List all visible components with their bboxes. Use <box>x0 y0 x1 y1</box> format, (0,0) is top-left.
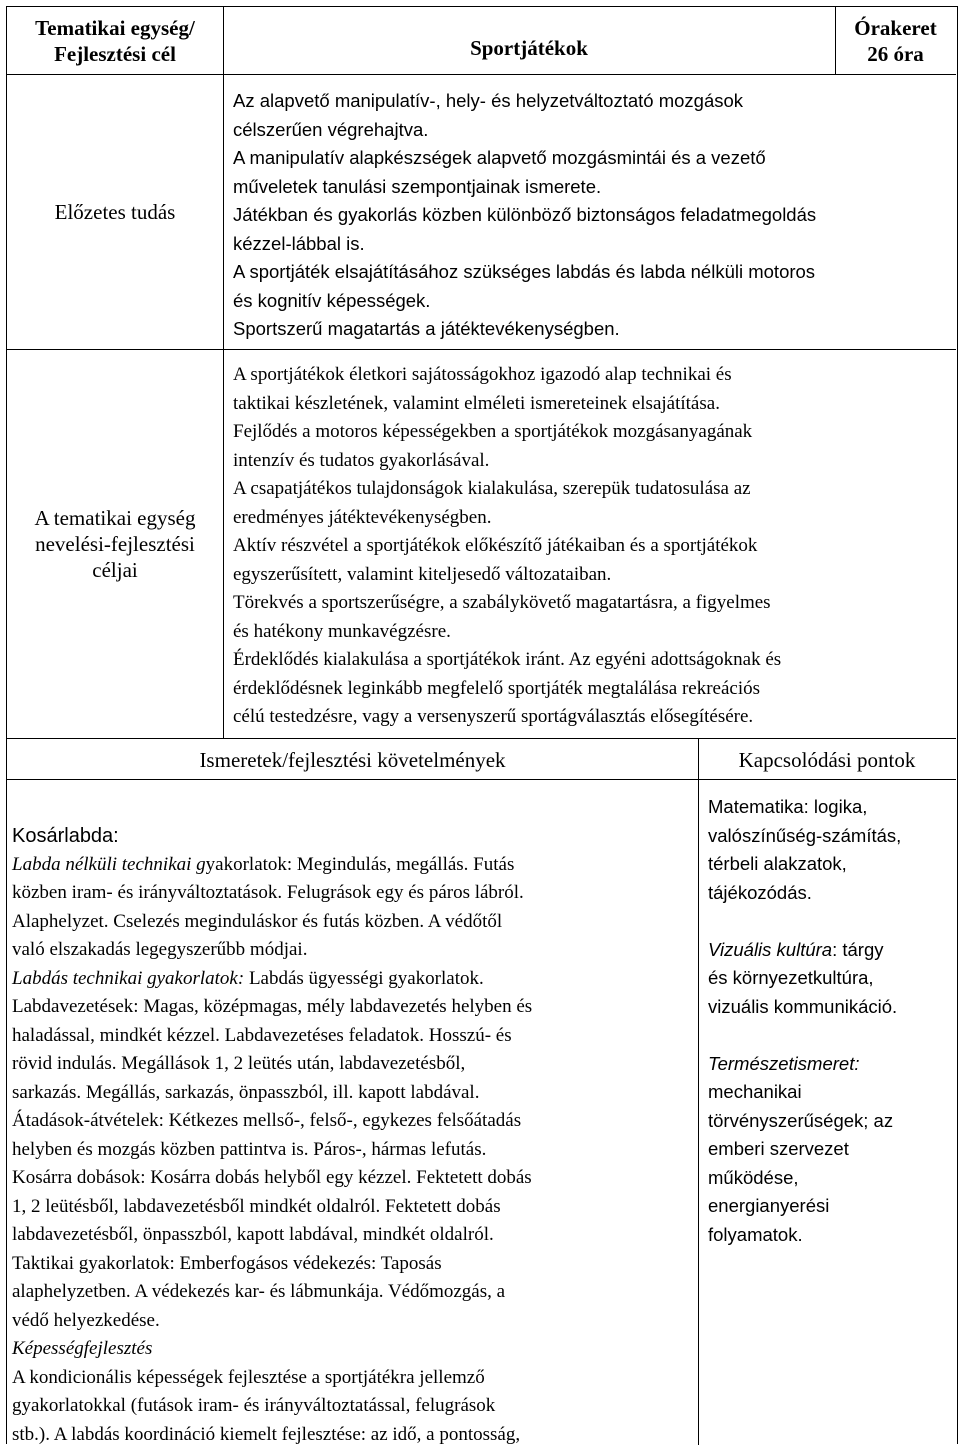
knowledge-line <box>12 1392 696 1421</box>
connection-line-text: térbeli alakzatok, <box>708 853 847 874</box>
connection-line <box>708 1192 954 1221</box>
connection-group <box>708 793 954 907</box>
connection-line-text: emberi szervezet <box>708 1138 849 1159</box>
knowledge-line-text: helyben és mozgás közben pattintva is. Páros-, hármas lefutás. <box>12 1139 486 1160</box>
header-title: Sportjátékok <box>223 35 835 61</box>
connection-line <box>708 964 954 993</box>
knowledge-line-text: Kosárra dobások: Kosárra dobás helyből egy kézzel. Fektetett dobás <box>12 1167 532 1188</box>
knowledge-line <box>12 1221 696 1250</box>
connection-line <box>708 793 954 822</box>
knowledge-line <box>12 1278 696 1307</box>
goals-line: intenzív és tudatos gyakorlásával. <box>233 447 951 476</box>
goals-line: A csapatjátékos tulajdonságok kialakulása, szerepük tudatosulása az <box>233 475 951 504</box>
curriculum-table <box>6 6 958 1444</box>
prior-knowledge-line: A sportjáték elsajátításához szükséges labdás és labda nélküli motoros <box>233 258 951 287</box>
connection-line <box>708 1050 954 1079</box>
connection-line <box>708 1135 954 1164</box>
connection-line <box>708 850 954 879</box>
knowledge-line-text: gyakorlatokkal (futások iram- és irányváltoztatással, felugrások <box>12 1395 495 1416</box>
connection-line-text: vizuális kommunikáció. <box>708 996 897 1017</box>
connections-body <box>708 793 954 1249</box>
knowledge-line <box>12 1136 696 1165</box>
goals-line: érdeklődésnek leginkább megfelelő sportjáték megtalálása rekreációs <box>233 675 951 704</box>
connection-line-text: energianyerési <box>708 1195 829 1216</box>
knowledge-line-italic: Labdás technikai gyakorlatok: <box>12 968 244 989</box>
connection-line <box>708 822 954 851</box>
goals-line: eredményes játéktevékenységben. <box>233 504 951 533</box>
prior-knowledge-line: és kognitív képességek. <box>233 287 951 316</box>
connection-line <box>708 1107 954 1136</box>
knowledge-line <box>12 1307 696 1336</box>
goals-line: és hatékony munkavégzésre. <box>233 618 951 647</box>
knowledge-line-text: Labdavezetések: Magas, középmagas, mély labdavezetés helyben és <box>12 996 532 1017</box>
header-unit-label: Tematikai egység/ Fejlesztési cél <box>7 15 223 67</box>
knowledge-line <box>12 879 696 908</box>
connections-header: Kapcsolódási pontok <box>698 747 956 773</box>
knowledge-line <box>12 965 696 994</box>
knowledge-title: Kosárlabda: <box>12 822 696 851</box>
knowledge-line-text: sarkazás. Megállás, sarkazás, önpasszból, ill. kapott labdával. <box>12 1082 479 1103</box>
goals-line: Érdeklődés kialakulása a sportjátékok iránt. Az egyéni adottságoknak és <box>233 646 951 675</box>
connection-line <box>708 993 954 1022</box>
connection-line-text: mechanikai <box>708 1081 802 1102</box>
knowledge-line-text: haladással, mindkét kézzel. Labdavezetéses feladatok. Hosszú- és <box>12 1025 512 1046</box>
prior-knowledge-text <box>233 87 951 344</box>
knowledge-line <box>12 1050 696 1079</box>
connection-line-text: : tárgy <box>832 939 883 960</box>
knowledge-line <box>12 1421 696 1449</box>
goals-line: Aktív részvétel a sportjátékok előkészítő játékaiban és a sportjátékok <box>233 532 951 561</box>
connection-line-text: Matematika: logika, <box>708 796 867 817</box>
knowledge-line-text: Alaphelyzet. Cselezés meginduláskor és futás közben. A védőtől <box>12 911 502 932</box>
knowledge-line-text: Taktikai gyakorlatok: Emberfogásos védekezés: Taposás <box>12 1253 442 1274</box>
goals-line: egyszerűsített, valamint kiteljesedő változataiban. <box>233 561 951 590</box>
prior-knowledge-line: műveletek tanulási szempontjainak ismerete. <box>233 173 951 202</box>
prior-knowledge-line: Sportszerű magatartás a játéktevékenységben. <box>233 315 951 344</box>
goals-line: célú testedzésre, vagy a versenyszerű sportágválasztás elősegítésére. <box>233 703 951 732</box>
connection-line-text: valószínűség-számítás, <box>708 825 901 846</box>
knowledge-line <box>12 936 696 965</box>
connection-line <box>708 1078 954 1107</box>
knowledge-line <box>12 1107 696 1136</box>
goals-line: Törekvés a sportszerűségre, a szabálykövető magatartásra, a figyelmes <box>233 589 951 618</box>
connection-line-text: folyamatok. <box>708 1224 803 1245</box>
knowledge-line <box>12 1193 696 1222</box>
knowledge-line-text: yakorlatok: Megindulás, megállás. Futás <box>206 854 515 875</box>
header-hours: Órakeret 26 óra <box>835 15 956 67</box>
connection-group <box>708 936 954 1022</box>
prior-knowledge-line: Játékban és gyakorlás közben különböző biztonságos feladatmegoldás <box>233 201 951 230</box>
knowledge-line-text: labdavezetésből, önpasszból, kapott labdával, mindkét oldalról. <box>12 1224 494 1245</box>
knowledge-line-text: rövid indulás. Megállások 1, 2 leütés után, labdavezetésből, <box>12 1053 465 1074</box>
knowledge-line <box>12 993 696 1022</box>
connection-line <box>708 1221 954 1250</box>
knowledge-line <box>12 908 696 937</box>
knowledge-line <box>12 1364 696 1393</box>
knowledge-header: Ismeretek/fejlesztési követelmények <box>7 747 698 773</box>
knowledge-line-text: való elszakadás legegyszerűbb módjai. <box>12 939 307 960</box>
connection-line-italic: Vizuális kultúra <box>708 939 832 960</box>
goals-line: A sportjátékok életkori sajátosságokhoz igazodó alap technikai és <box>233 361 951 390</box>
col-divider-left <box>223 7 224 738</box>
prior-knowledge-line: Az alapvető manipulatív-, hely- és helyzetváltoztató mozgások <box>233 87 951 116</box>
knowledge-line-text: A kondicionális képességek fejlesztése a sportjátékra jellemző <box>12 1367 485 1388</box>
knowledge-body <box>12 822 696 1449</box>
col-divider-connections <box>698 738 699 1445</box>
knowledge-line-text: 1, 2 leütésből, labdavezetésből mindkét oldalról. Fektetett dobás <box>12 1196 501 1217</box>
knowledge-line <box>12 1164 696 1193</box>
row-divider-goals <box>7 738 956 739</box>
connection-line-text: törvényszerűségek; az <box>708 1110 893 1131</box>
knowledge-line <box>12 1079 696 1108</box>
connection-line <box>708 879 954 908</box>
connection-line-text: és környezetkultúra, <box>708 967 874 988</box>
knowledge-line-text: védő helyezkedése. <box>12 1310 160 1331</box>
goals-text <box>233 361 951 732</box>
goals-line: taktikai készletének, valamint elméleti ismereteinek elsajátítása. <box>233 390 951 419</box>
knowledge-line <box>12 1335 696 1364</box>
knowledge-lines <box>12 851 696 1449</box>
connection-group <box>708 1050 954 1250</box>
knowledge-line-text: alaphelyzetben. A védekezés kar- és lábmunkája. Védőmozgás, a <box>12 1281 505 1302</box>
connection-line-text: tájékozódás. <box>708 882 812 903</box>
knowledge-line-italic: Labda nélküli technikai g <box>12 854 206 875</box>
prior-knowledge-line: A manipulatív alapkészségek alapvető mozgásmintái és a vezető <box>233 144 951 173</box>
prior-knowledge-line: kézzel-lábbal is. <box>233 230 951 259</box>
connection-line <box>708 936 954 965</box>
knowledge-line-text: stb.). A labdás koordináció kiemelt fejlesztése: az idő, a pontosság, <box>12 1424 520 1445</box>
knowledge-line <box>12 851 696 880</box>
connection-line-italic: Természetismeret: <box>708 1053 859 1074</box>
knowledge-line <box>12 1022 696 1051</box>
knowledge-line-text: közben iram- és irányváltoztatások. Felugrások egy és páros lábról. <box>12 882 524 903</box>
knowledge-line-text: Átadások-átvételek: Kétkezes mellső-, felső-, egykezes felsőátadás <box>12 1110 521 1131</box>
knowledge-line <box>12 1250 696 1279</box>
goals-line: Fejlődés a motoros képességekben a sportjátékok mozgásanyagának <box>233 418 951 447</box>
prior-knowledge-line: célszerűen végrehajtva. <box>233 116 951 145</box>
connection-line-text: működése, <box>708 1167 799 1188</box>
knowledge-line-italic: Képességfejlesztés <box>12 1338 152 1359</box>
prior-knowledge-label: Előzetes tudás <box>7 74 223 349</box>
row-divider-section-headers <box>7 779 956 780</box>
connection-line <box>708 1164 954 1193</box>
knowledge-line-text: Labdás ügyességi gyakorlatok. <box>244 968 484 989</box>
goals-label: A tematikai egység nevelési-fejlesztési céljai <box>7 349 223 738</box>
